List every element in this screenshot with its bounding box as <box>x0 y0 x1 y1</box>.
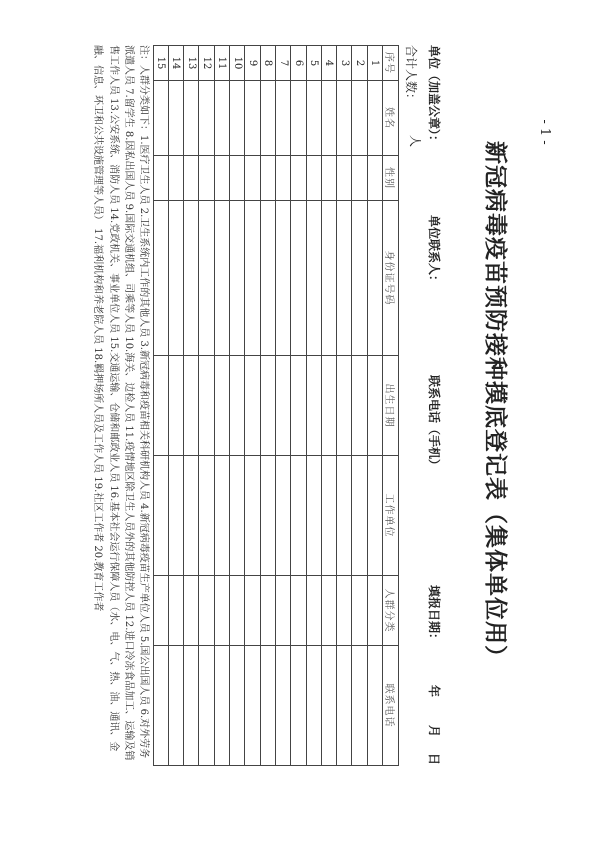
table-cell[interactable] <box>153 456 168 576</box>
table-cell[interactable] <box>214 201 229 356</box>
table-cell[interactable] <box>291 646 306 766</box>
row-serial: 13 <box>184 46 199 81</box>
table-cell[interactable] <box>275 456 290 576</box>
table-cell[interactable] <box>230 456 245 576</box>
row-serial: 9 <box>245 46 260 81</box>
table-cell[interactable] <box>306 201 321 356</box>
table-cell[interactable] <box>352 156 367 201</box>
table-cell[interactable] <box>199 156 214 201</box>
category-note: 注：人群分类如下：1.医疗卫生人员 2.卫生系统内工作的其他人员 3.新冠病毒和疫苗相关科研机构人员 4.新冠病毒疫苗生产单位人员 5.国公出国人员 6.对外劳务派遣人员 7.留学生 8.因私出国人员 9.国际交通机组、司乘等人员 10.海关、边检人员 11.疫情地区除卫生人员外的其他防控人员 12.进口冷冻食品加工、运输及销售工作人员 13.公安系统、消防人员 14.党政机关、事业单位人员 15.交通运输、仓储和邮政业人员 16.基本社会运行保障人员（水、电、气、热、油、通讯、金融、信息、环卫和公共设施管理等人员） 17.福利机构和养老院人员 18.羁押场所人员及工作人员 19.社区工作者 20.教育工作者 <box>92 45 149 761</box>
table-cell[interactable] <box>275 156 290 201</box>
table-row <box>184 46 199 766</box>
table-cell[interactable] <box>321 456 336 576</box>
table-cell[interactable] <box>291 201 306 356</box>
table-cell[interactable] <box>245 456 260 576</box>
report-date-label: 填报日期： <box>427 585 441 646</box>
table-cell[interactable] <box>199 356 214 456</box>
table-cell[interactable] <box>275 81 290 156</box>
date-day: 日 <box>427 753 441 766</box>
table-cell[interactable] <box>214 356 229 456</box>
table-cell[interactable] <box>352 201 367 356</box>
table-cell[interactable] <box>168 156 183 201</box>
table-cell[interactable] <box>230 156 245 201</box>
table-cell[interactable] <box>245 201 260 356</box>
table-cell[interactable] <box>321 576 336 646</box>
table-row <box>168 46 183 766</box>
table-cell[interactable] <box>153 201 168 356</box>
table-cell[interactable] <box>306 156 321 201</box>
table-row <box>245 46 260 766</box>
table-row <box>337 46 352 766</box>
table-row <box>352 46 367 766</box>
header-id-number: 身份证号码 <box>383 201 399 356</box>
table-cell[interactable] <box>245 356 260 456</box>
table-cell[interactable] <box>352 646 367 766</box>
table-cell[interactable] <box>291 356 306 456</box>
table-cell[interactable] <box>306 646 321 766</box>
page-number: - 1 - <box>537 119 552 145</box>
table-cell[interactable] <box>337 156 352 201</box>
table-cell[interactable] <box>367 456 382 576</box>
table-cell[interactable] <box>153 356 168 456</box>
table-cell[interactable] <box>230 576 245 646</box>
header-name: 姓名 <box>383 81 399 156</box>
row-serial: 10 <box>230 46 245 81</box>
total-count-row <box>402 45 420 765</box>
table-cell[interactable] <box>214 576 229 646</box>
table-cell[interactable] <box>321 646 336 766</box>
total-count-unit: 人 <box>408 135 422 148</box>
table-row <box>321 46 336 766</box>
table-cell[interactable] <box>291 456 306 576</box>
table-cell[interactable] <box>275 356 290 456</box>
table-cell[interactable] <box>260 356 275 456</box>
registration-sheet <box>26 45 536 765</box>
table-cell[interactable] <box>184 356 199 456</box>
table-row <box>153 46 168 766</box>
header-birth-date: 出生日期 <box>383 356 399 456</box>
registration-table <box>153 45 399 766</box>
table-cell[interactable] <box>199 81 214 156</box>
table-cell[interactable] <box>367 356 382 456</box>
form-title: 新冠病毒疫苗预防接种摸底登记表（集体单位用） <box>482 141 509 669</box>
row-serial: 2 <box>352 46 367 81</box>
table-row <box>214 46 229 766</box>
table-cell[interactable] <box>184 576 199 646</box>
row-serial: 14 <box>168 46 183 81</box>
table-cell[interactable] <box>352 456 367 576</box>
table-row <box>260 46 275 766</box>
row-serial: 8 <box>260 46 275 81</box>
table-cell[interactable] <box>367 156 382 201</box>
table-cell[interactable] <box>168 646 183 766</box>
date-month: 月 <box>427 725 441 738</box>
table-cell[interactable] <box>337 576 352 646</box>
table-cell[interactable] <box>153 156 168 201</box>
table-cell[interactable] <box>214 456 229 576</box>
table-cell[interactable] <box>337 201 352 356</box>
table-cell[interactable] <box>291 81 306 156</box>
table-row <box>367 46 382 766</box>
table-row <box>199 46 214 766</box>
table-cell[interactable] <box>214 81 229 156</box>
table-cell[interactable] <box>321 81 336 156</box>
table-cell[interactable] <box>321 156 336 201</box>
table-cell[interactable] <box>153 576 168 646</box>
table-cell[interactable] <box>245 646 260 766</box>
table-cell[interactable] <box>367 646 382 766</box>
unit-label: 单位（加盖公章）： <box>427 45 441 148</box>
table-row <box>275 46 290 766</box>
table-cell[interactable] <box>352 576 367 646</box>
table-row <box>306 46 321 766</box>
table-cell[interactable] <box>230 81 245 156</box>
table-cell[interactable] <box>337 456 352 576</box>
table-cell[interactable] <box>367 81 382 156</box>
table-cell[interactable] <box>245 576 260 646</box>
table-cell[interactable] <box>153 646 168 766</box>
row-serial: 3 <box>337 46 352 81</box>
header-population-category: 人群分类 <box>383 576 399 646</box>
table-cell[interactable] <box>184 201 199 356</box>
table-cell[interactable] <box>275 646 290 766</box>
table-cell[interactable] <box>184 81 199 156</box>
table-header-row <box>383 46 399 766</box>
table-cell[interactable] <box>260 646 275 766</box>
table-cell[interactable] <box>214 156 229 201</box>
table-cell[interactable] <box>260 201 275 356</box>
table-cell[interactable] <box>168 576 183 646</box>
table-cell[interactable] <box>337 81 352 156</box>
table-cell[interactable] <box>306 576 321 646</box>
table-cell[interactable] <box>245 156 260 201</box>
table-cell[interactable] <box>260 456 275 576</box>
table-cell[interactable] <box>260 81 275 156</box>
table-cell[interactable] <box>168 201 183 356</box>
table-cell[interactable] <box>275 201 290 356</box>
row-serial: 6 <box>291 46 306 81</box>
contact-person-label: 单位联系人： <box>427 215 441 288</box>
row-serial: 1 <box>367 46 382 81</box>
row-serial: 11 <box>214 46 229 81</box>
table-cell[interactable] <box>168 356 183 456</box>
header-serial: 序号 <box>383 46 399 81</box>
table-cell[interactable] <box>230 201 245 356</box>
table-row <box>291 46 306 766</box>
table-cell[interactable] <box>352 81 367 156</box>
table-cell[interactable] <box>321 356 336 456</box>
table-cell[interactable] <box>260 576 275 646</box>
table-cell[interactable] <box>199 576 214 646</box>
table-cell[interactable] <box>367 201 382 356</box>
table-cell[interactable] <box>168 81 183 156</box>
table-cell[interactable] <box>153 81 168 156</box>
table-cell[interactable] <box>184 646 199 766</box>
table-cell[interactable] <box>275 576 290 646</box>
table-row <box>230 46 245 766</box>
row-serial: 12 <box>199 46 214 81</box>
contact-phone-label: 联系电话（手机） <box>427 375 441 472</box>
table-cell[interactable] <box>230 356 245 456</box>
row-serial: 4 <box>321 46 336 81</box>
table-cell[interactable] <box>199 201 214 356</box>
table-body <box>153 46 382 766</box>
header-work-unit: 工作单位 <box>383 456 399 576</box>
table-cell[interactable] <box>214 646 229 766</box>
row-serial: 5 <box>306 46 321 81</box>
row-serial: 7 <box>275 46 290 81</box>
table-cell[interactable] <box>291 156 306 201</box>
table-cell[interactable] <box>184 156 199 201</box>
table-cell[interactable] <box>291 576 306 646</box>
form-meta-row <box>425 45 443 765</box>
table-cell[interactable] <box>260 156 275 201</box>
table-cell[interactable] <box>230 646 245 766</box>
row-serial: 15 <box>153 46 168 81</box>
total-count-label: 合计人数： <box>404 45 418 106</box>
table-cell[interactable] <box>168 456 183 576</box>
table-cell[interactable] <box>321 201 336 356</box>
date-year: 年 <box>427 685 441 698</box>
table-cell[interactable] <box>352 356 367 456</box>
table-cell[interactable] <box>367 576 382 646</box>
table-cell[interactable] <box>306 81 321 156</box>
header-phone: 联系电话 <box>383 646 399 766</box>
table-cell[interactable] <box>199 456 214 576</box>
table-cell[interactable] <box>306 456 321 576</box>
table-cell[interactable] <box>306 356 321 456</box>
header-gender: 性别 <box>383 156 399 201</box>
table-cell[interactable] <box>337 356 352 456</box>
table-cell[interactable] <box>199 646 214 766</box>
table-cell[interactable] <box>184 456 199 576</box>
table-cell[interactable] <box>245 81 260 156</box>
table-cell[interactable] <box>337 646 352 766</box>
